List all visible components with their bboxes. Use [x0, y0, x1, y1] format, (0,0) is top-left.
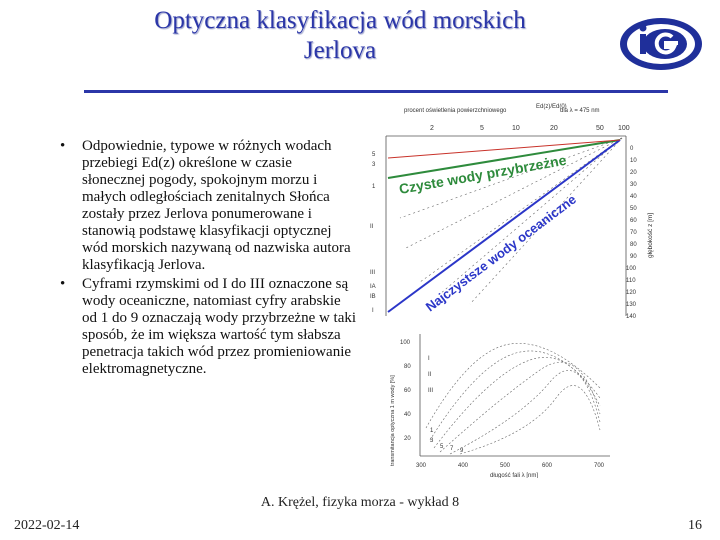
curve-label: I: [428, 356, 430, 362]
left-tick: 3: [372, 162, 376, 168]
footer-caption: A. Krężel, fizyka morza - wykład 8: [260, 495, 460, 510]
right-tick: 60: [630, 218, 637, 224]
lower-ytick: 40: [404, 412, 411, 418]
top-formula-suffix: dla λ = 475 nm: [560, 108, 600, 114]
lower-ytick: 60: [404, 388, 411, 394]
lower-ylabel: transmitancja optyczna 1 m wody [%]: [390, 375, 396, 466]
left-tick: 5: [372, 152, 376, 158]
right-tick: 110: [626, 278, 636, 284]
transmittance-curves: [426, 343, 600, 454]
oceanic-label: Najczystsze wody oceaniczne: [422, 191, 579, 315]
right-tick: 30: [630, 182, 637, 188]
top-axis-label: procent oświetlenia powierzchniowego: [404, 108, 507, 114]
lower-xtick: 400: [458, 463, 469, 469]
right-tick: 10: [630, 158, 637, 164]
curve-label: 9: [460, 448, 464, 454]
left-tick: II: [370, 224, 374, 230]
bullet-item: • Cyframi rzymskimi od I do III oznaczone są wody oceaniczne, natomiast cyfry arabskie od 1 do 9 oznaczają wody przybrzeżne w taki sposób, że im większa wartość tym słabsza penetracja takich wód przez promieniowanie elektromagnetyczne.: [58, 276, 358, 378]
curve-label: 3: [430, 438, 434, 444]
lower-ytick: 20: [404, 436, 411, 442]
top-tick: 2: [430, 125, 434, 132]
right-tick: 40: [630, 194, 637, 200]
jerlov-figure: [360, 98, 680, 478]
top-tick: 10: [512, 125, 520, 132]
title-rule: [84, 90, 668, 93]
right-tick: 0: [630, 146, 634, 152]
left-tick: IA: [370, 284, 376, 290]
right-tick: 120: [626, 290, 637, 296]
right-tick: 70: [630, 230, 637, 236]
bullet-item: • Odpowiednie, typowe w różnych wodach przebiegi Ed(z) określone w czasie słonecznej pogody, spokojnym morzu i małych odległościach zenitalnych Słońca zostały przez Jerlova ponumerowane i stanowią podstawę klasyfikacji optycznej wód morskich nazywaną od nazwiska autora klasyfikacją Jerlova.: [58, 138, 358, 274]
lower-xtick: 300: [416, 463, 427, 469]
coastal-label: Czyste wody przybrzeżne: [397, 151, 568, 197]
lower-xtick: 500: [500, 463, 511, 469]
left-tick: III: [370, 270, 376, 276]
left-tick: 1: [372, 184, 376, 190]
curve-label: III: [428, 388, 434, 394]
curve-label: 7: [450, 446, 454, 452]
page-number: 16: [688, 518, 702, 533]
right-tick: 20: [630, 170, 637, 176]
bullet-list: [58, 138, 358, 380]
right-axis-label: głębokość z [m]: [647, 212, 654, 258]
curve-label: 1: [430, 428, 434, 434]
lower-ytick: 80: [404, 364, 411, 370]
reference-line: [388, 140, 620, 158]
curve-label: 5: [440, 444, 444, 450]
top-formula: Ed(z)/Ed(0): [536, 104, 567, 110]
left-tick: IB: [370, 294, 376, 300]
right-tick: 50: [630, 206, 637, 212]
right-tick: 140: [626, 314, 637, 320]
footer-date: 2022-02-14: [14, 518, 80, 533]
title-line-2: Jerlova: [303, 37, 377, 64]
left-tick: I: [372, 308, 374, 314]
top-tick: 50: [596, 125, 604, 132]
lower-xlabel: długość fali λ [nm]: [490, 473, 539, 478]
right-tick: 80: [630, 242, 637, 248]
right-tick: 130: [626, 302, 637, 308]
right-tick: 100: [626, 266, 637, 272]
top-tick: 5: [480, 125, 484, 132]
lower-xtick: 700: [594, 463, 605, 469]
slide-title: [60, 6, 620, 66]
title-line-1: Optyczna klasyfikacja wód morskich: [154, 7, 526, 34]
right-tick: 90: [630, 254, 637, 260]
institute-logo: [618, 16, 704, 72]
lower-xtick: 600: [542, 463, 553, 469]
top-tick: 20: [550, 125, 558, 132]
lower-ytick: 100: [400, 340, 411, 346]
top-tick: 100: [618, 125, 630, 132]
curve-label: II: [428, 372, 432, 378]
